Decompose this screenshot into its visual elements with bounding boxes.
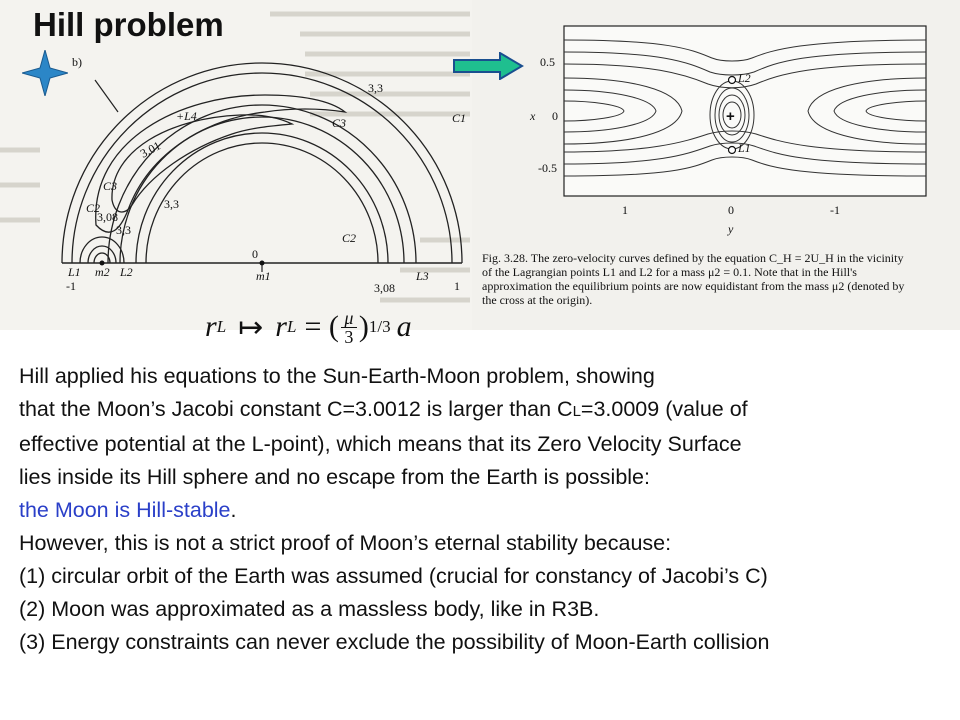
body-line: effective potential at the L-point), which means that its Zero Velocity Surface	[19, 432, 742, 456]
contour-label: 3,08	[97, 210, 118, 224]
axis-label: 1	[454, 279, 460, 293]
axis-label: m2	[95, 265, 110, 279]
contour-label: 3,08	[374, 281, 395, 295]
left-zero-velocity-figure	[0, 0, 472, 330]
four-point-star-icon	[22, 50, 68, 96]
right-hill-contour-figure	[472, 0, 960, 330]
body-line: (2) Moon was approximated as a massless body, like in R3B.	[19, 597, 600, 621]
fraction: μ 3	[341, 309, 357, 346]
body-line: that the Moon’s Jacobi constant C=3.0012 is larger than CL=3.0009 (value of	[19, 397, 748, 421]
hill-radius-formula: r L ↦ r L = ( μ 3 ) 1/3 a	[205, 307, 412, 347]
axis-label: L1	[68, 265, 81, 279]
caption-line: approximation the equilibrium points are now equidistant from the mass μ2 (denoted by	[482, 279, 905, 293]
contour-label: 3.01	[137, 138, 163, 161]
green-right-arrow-icon	[452, 52, 524, 80]
contour-label: C3	[332, 116, 347, 130]
contour-label: 3,3	[116, 223, 131, 237]
contour-label: 3,3	[368, 81, 383, 95]
contour-label: +L4	[176, 109, 197, 123]
contour-label: C2	[342, 231, 357, 245]
axis-label: 0	[252, 247, 258, 261]
contour-label: C2	[86, 201, 101, 215]
y-tick: 0	[552, 109, 558, 123]
contour-label: 3,3	[164, 197, 179, 211]
m1-point	[260, 261, 265, 266]
body-line: the Moon is Hill-stable.	[19, 498, 237, 522]
contour-label: C3	[103, 179, 118, 193]
x-tick: -1	[830, 203, 840, 217]
caption-line: the cross at the origin).	[482, 293, 593, 307]
body-line: Hill applied his equations to the Sun-Earth-Moon problem, showing	[19, 364, 655, 388]
l2-point	[729, 77, 736, 84]
x-tick: 0	[728, 203, 734, 217]
body-line: However, this is not a strict proof of Moon’s eternal stability because:	[19, 531, 672, 555]
body-text	[19, 360, 954, 659]
axis-label: L2	[120, 265, 133, 279]
caption-line: Fig. 3.28. The zero-velocity curves defined by the equation C_H = 2U_H in the vicinity	[482, 251, 904, 265]
x-tick: 1	[622, 203, 628, 217]
contour-label: C1	[452, 111, 467, 125]
hill-stable-highlight: the Moon is Hill-stable	[19, 498, 231, 522]
l1-point	[729, 147, 736, 154]
caption-line: of the Lagrangian points L1 and L2 for a mass μ2 = 0.1. Note that in the Hill's	[482, 265, 857, 279]
body-line: lies inside its Hill sphere and no escape from the Earth is possible:	[19, 465, 650, 489]
axis-label: m1	[256, 269, 271, 283]
y-tick: -0.5	[538, 161, 557, 175]
body-line: (1) circular orbit of the Earth was assumed (crucial for constancy of Jacobi’s C)	[19, 564, 768, 588]
y-axis-label: x	[530, 109, 536, 123]
origin-cross: +	[726, 108, 735, 125]
axis-label: L3	[416, 269, 429, 283]
body-line: (3) Energy constraints can never exclude the possibility of Moon-Earth collision	[19, 630, 770, 654]
point-label-l2: L2	[738, 71, 751, 85]
panel-label: b)	[72, 55, 82, 69]
point-label-l1: L1	[738, 141, 751, 155]
slide-title: Hill problem	[33, 6, 224, 43]
x-axis-label: y	[728, 222, 734, 236]
axis-label: -1	[66, 279, 76, 293]
y-tick: 0.5	[540, 55, 555, 69]
